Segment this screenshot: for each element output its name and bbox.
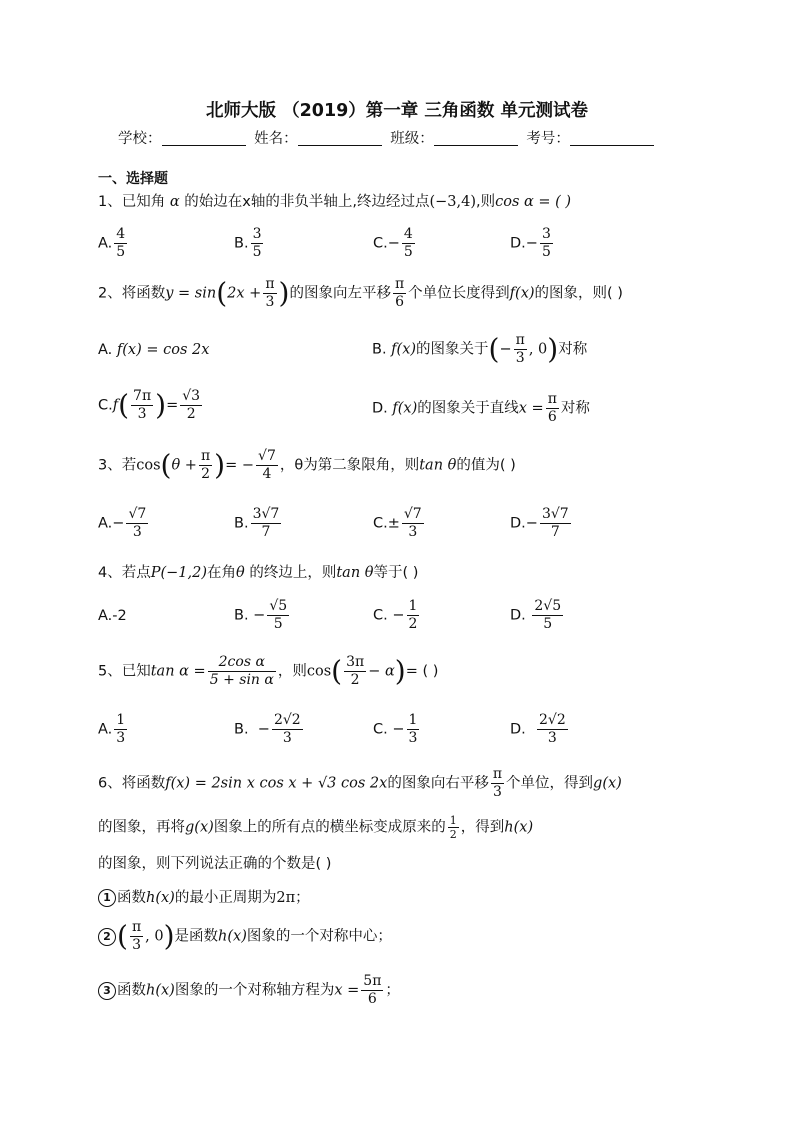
- q1-option-c[interactable]: [373, 226, 417, 261]
- statement-text-a: 函数: [117, 890, 146, 906]
- question-4-stem: [98, 561, 418, 582]
- option-fraction: [537, 712, 568, 747]
- statement-text-c: ；: [385, 982, 400, 999]
- alpha-symbol: α: [165, 194, 185, 210]
- q6-shift-fraction: [491, 766, 504, 801]
- option-sign: −: [387, 235, 400, 252]
- school-label: 学校：: [118, 131, 162, 147]
- q2-fx: f(x): [509, 285, 535, 302]
- option-fraction: [546, 391, 559, 426]
- q5-option-b[interactable]: [234, 712, 305, 747]
- q1-text-b: 的始边在x轴的非负半轴上,终边经过点: [184, 194, 430, 210]
- paren-right: ): [394, 654, 406, 688]
- numerator: 1: [408, 712, 418, 728]
- paren-left: (: [160, 448, 172, 482]
- q5-arg-tail: − α: [368, 663, 395, 680]
- denominator: 4: [262, 466, 272, 482]
- numerator: 3π: [346, 654, 365, 670]
- q6-line2-gx: g(x): [185, 819, 214, 836]
- numerator: 4: [403, 226, 413, 242]
- option-sign: −: [499, 341, 512, 358]
- statement-text-a: 函数: [117, 982, 146, 999]
- q5-option-c[interactable]: [373, 712, 421, 747]
- option-fraction: [267, 598, 289, 633]
- q6-half-fraction: [448, 814, 459, 841]
- numerator: 1: [408, 598, 418, 614]
- option-label: B.: [234, 235, 249, 252]
- q1-text-c: ,则: [475, 194, 496, 210]
- paren-left: (: [117, 919, 128, 953]
- numerator: 7π: [133, 388, 152, 404]
- option-label: C.: [373, 721, 388, 738]
- q2-option-a[interactable]: [98, 342, 209, 358]
- denominator: 3: [515, 350, 525, 366]
- denominator: 2: [449, 828, 457, 841]
- circled-number: 1: [98, 889, 116, 907]
- exam-no-label: 考号：: [526, 131, 570, 147]
- page-title: 北师大版 （2019）第一章 三角函数 单元测试卷: [206, 101, 588, 121]
- option-fraction: [126, 506, 148, 541]
- answer-paren: ( ): [422, 663, 439, 680]
- denominator: 5: [541, 244, 551, 260]
- q5-text-b: ，则: [277, 663, 307, 680]
- q6-statement-2: [98, 919, 392, 954]
- option-label: B.: [372, 341, 387, 358]
- q6-text-a: 6、将函数: [98, 775, 166, 792]
- numerator: 2√5: [534, 598, 562, 614]
- denominator: 3: [132, 524, 142, 540]
- q6-line2-c: ，得到: [460, 819, 505, 836]
- statement-text-b: 图象的一个对称轴方程为: [174, 982, 335, 999]
- exam-no-field[interactable]: [570, 129, 654, 146]
- paren-right: ): [163, 919, 175, 953]
- denominator: 3: [408, 730, 418, 746]
- q2-arg: 2x +: [227, 285, 262, 302]
- numerator: √3: [182, 388, 201, 404]
- numerator: π: [200, 448, 211, 464]
- q3-option-d[interactable]: [510, 506, 573, 541]
- q2-text-a: 2、将函数: [98, 285, 166, 302]
- statement-x: x =: [334, 982, 360, 999]
- q5-cos: cos: [306, 663, 332, 680]
- q3-option-b[interactable]: [234, 506, 283, 541]
- denominator: 5 + sin α: [209, 672, 274, 688]
- q6-line2-b: 图象上的所有点的横坐标变成原来的: [213, 819, 446, 836]
- q6-statement-1: [98, 886, 310, 907]
- numerator: √5: [269, 598, 288, 614]
- option-label: C.: [373, 515, 388, 532]
- q5-tan-fraction: [208, 654, 276, 689]
- option-fraction: [402, 226, 415, 261]
- q3-text-b: ，θ为第二象限角，则: [279, 457, 420, 474]
- option-label: D.: [510, 721, 526, 738]
- numerator: 1: [449, 814, 457, 827]
- numerator: 2√2: [273, 712, 301, 728]
- paren-left: (: [216, 276, 228, 310]
- q4-tan: tan θ: [336, 565, 374, 581]
- q4-option-a[interactable]: [98, 608, 127, 624]
- paren-left: (: [331, 654, 343, 688]
- paren-left: (: [488, 332, 500, 366]
- denominator: 5: [543, 616, 553, 632]
- option-fraction: [251, 506, 282, 541]
- question-6-line-2: [98, 814, 533, 841]
- numerator: √7: [403, 506, 422, 522]
- statement-text-b: 的最小正周期为: [174, 890, 277, 906]
- q6-line2-hx: h(x): [504, 819, 534, 836]
- denominator: 3: [265, 294, 275, 310]
- q2-func: y = sin: [165, 285, 217, 302]
- option-fraction: [514, 332, 527, 367]
- statement-fraction: [361, 973, 383, 1008]
- q4-text-c: 的终边上，则: [249, 565, 337, 581]
- question-1-stem: [98, 190, 571, 211]
- paren-right: ): [547, 332, 559, 366]
- paren-right: ): [214, 448, 226, 482]
- option-label: C.: [98, 397, 113, 414]
- school-field[interactable]: [162, 129, 246, 146]
- q2-text-c: 个单位长度得到: [408, 285, 510, 302]
- q1-expr: cos α = ( ): [495, 194, 572, 210]
- denominator: 3: [408, 524, 418, 540]
- q1-option-a[interactable]: [98, 226, 129, 261]
- option-label: C.: [373, 607, 388, 624]
- point-tail: , 0: [528, 341, 548, 358]
- option-sign: −: [392, 607, 405, 624]
- option-label: B.: [234, 607, 249, 624]
- denominator: 3: [116, 730, 126, 746]
- numerator: 5π: [363, 973, 382, 989]
- question-3-stem: [98, 448, 516, 483]
- q6-func: f(x) = 2sin x cos x + √3 cos 2x: [165, 775, 388, 792]
- paren-left: (: [118, 388, 130, 422]
- q5-option-d[interactable]: [510, 712, 570, 747]
- q5-text-a: 5、已知: [98, 663, 151, 680]
- option-fraction: [532, 598, 563, 633]
- option-label: D.: [510, 607, 526, 624]
- statement-fraction: [130, 919, 143, 954]
- point-tail: , 0: [145, 928, 164, 945]
- equals: =: [405, 663, 418, 680]
- denominator: 3: [492, 784, 502, 800]
- option-label: C.: [373, 235, 388, 252]
- q3-cos: cos: [136, 457, 161, 474]
- option-fraction: [540, 506, 571, 541]
- numerator: 1: [116, 712, 126, 728]
- statement-text-c: ；: [295, 890, 310, 906]
- paren-right: ): [155, 388, 167, 422]
- q3-option-c[interactable]: [373, 506, 426, 541]
- numerator: 2cos α: [208, 654, 276, 672]
- option-sign: ±: [387, 515, 400, 532]
- question-5-stem: [98, 654, 438, 689]
- numerator: 3: [541, 226, 551, 242]
- question-6-line-3: 的图象，则下列说法正确的个数是( ): [98, 856, 332, 872]
- option-label: B.: [234, 515, 249, 532]
- class-field[interactable]: [434, 129, 518, 146]
- q5-tan: tan α =: [150, 663, 206, 680]
- denominator: 5: [273, 616, 283, 632]
- option-label: D.: [510, 235, 526, 252]
- option-inner-fraction: [131, 388, 153, 423]
- q3-tan: tan θ: [419, 457, 457, 474]
- denominator: 3: [282, 730, 292, 746]
- numerator: π: [492, 766, 503, 782]
- q6-text-b: 的图象向右平移: [387, 775, 489, 792]
- option-fraction: [407, 712, 420, 747]
- option-text: f(x) = cos 2x: [116, 342, 210, 358]
- q3-arg-fraction: [199, 448, 212, 483]
- q6-line2-a: 的图象，再将: [98, 819, 185, 836]
- option-fraction: [272, 712, 303, 747]
- numerator: π: [547, 391, 557, 407]
- option-label: B.: [234, 721, 249, 738]
- numerator: 3√7: [252, 506, 280, 522]
- option-sign: −: [257, 721, 270, 738]
- option-fraction: [402, 506, 424, 541]
- option-label: D.: [372, 400, 388, 417]
- denominator: 2: [408, 616, 418, 632]
- q2-option-c[interactable]: [98, 388, 204, 423]
- question-2-stem: [98, 276, 623, 311]
- q3-rhs-fraction: [256, 448, 278, 483]
- q2-shift-fraction: [393, 276, 406, 311]
- statement-hx: h(x): [146, 982, 175, 999]
- statement-hx: h(x): [146, 890, 175, 906]
- option-text: -2: [112, 608, 127, 624]
- denominator: 2: [186, 406, 196, 422]
- q3-arg: θ +: [171, 457, 197, 474]
- statement-hx: h(x): [218, 928, 247, 945]
- denominator: 2: [201, 466, 211, 482]
- q6-statement-3: [98, 973, 400, 1008]
- denominator: 7: [261, 524, 271, 540]
- denominator: 6: [367, 991, 377, 1007]
- option-text: 的图象关于: [416, 341, 489, 358]
- option-result-fraction: [180, 388, 202, 423]
- option-tail: 对称: [558, 341, 588, 358]
- numerator: √7: [258, 448, 276, 464]
- denominator: 3: [137, 406, 147, 422]
- option-f: f: [112, 397, 119, 414]
- denominator: 6: [547, 409, 557, 425]
- option-fraction: [540, 226, 553, 261]
- option-label: A.: [98, 608, 113, 624]
- q5-option-a[interactable]: [98, 712, 129, 747]
- option-label: A.: [98, 721, 113, 738]
- circled-number: 3: [98, 982, 116, 1000]
- option-label: A.: [98, 342, 113, 358]
- denominator: 6: [395, 294, 405, 310]
- q2-option-b[interactable]: [372, 332, 587, 367]
- denominator: 5: [403, 244, 413, 260]
- q2-option-d[interactable]: [372, 391, 590, 426]
- equals: = −: [225, 457, 255, 474]
- q2-arg-fraction: [263, 276, 276, 311]
- q4-option-d[interactable]: [510, 598, 565, 633]
- q2-text-b: 的图象向左平移: [289, 285, 391, 302]
- name-field[interactable]: [298, 129, 382, 146]
- option-text: 的图象关于直线: [417, 400, 519, 417]
- option-sign: −: [253, 607, 266, 624]
- denominator: 7: [550, 524, 560, 540]
- equals: =: [166, 397, 179, 414]
- q4-text-d: 等于( ): [373, 565, 419, 581]
- numerator: 3: [252, 226, 262, 242]
- q2-text-d: 的图象，则( ): [534, 285, 623, 302]
- option-fraction: [114, 712, 127, 747]
- denominator: 3: [547, 730, 557, 746]
- statement-text-a: 是函数: [174, 928, 219, 945]
- option-fx: f(x): [392, 400, 418, 417]
- student-info-line: [118, 127, 658, 148]
- option-fraction: [251, 226, 264, 261]
- q1-point: (−3,4): [429, 194, 476, 210]
- denominator: 5: [116, 244, 126, 260]
- q6-text-c: 个单位，得到: [506, 775, 594, 792]
- numerator: 2√2: [539, 712, 566, 728]
- q3-text-c: 的值为( ): [456, 457, 516, 474]
- option-sign: −: [525, 515, 538, 532]
- numerator: π: [265, 276, 275, 292]
- option-label: D.: [510, 515, 526, 532]
- q5-arg-fraction: [344, 654, 366, 689]
- name-label: 姓名：: [254, 131, 298, 147]
- q4-option-c[interactable]: [373, 598, 421, 633]
- q4-option-b[interactable]: [234, 598, 291, 633]
- q4-text-a: 4、若点: [98, 565, 151, 581]
- numerator: 3√7: [541, 506, 569, 522]
- option-fraction: [407, 598, 420, 633]
- q3-text-a: 3、若: [98, 457, 137, 474]
- circled-number: 2: [98, 928, 116, 946]
- q1-option-b[interactable]: [234, 226, 265, 261]
- option-tail: 对称: [560, 400, 590, 417]
- option-fx: f(x): [391, 341, 417, 358]
- option-label: A.: [98, 515, 113, 532]
- denominator: 5: [252, 244, 262, 260]
- numerator: 4: [116, 226, 126, 242]
- q3-option-a[interactable]: [98, 506, 150, 541]
- class-label: 班级：: [390, 131, 434, 147]
- option-sign: −: [525, 235, 538, 252]
- numerator: π: [394, 276, 405, 292]
- numerator: √7: [128, 506, 147, 522]
- denominator: 3: [132, 937, 141, 953]
- option-sign: −: [392, 721, 405, 738]
- option-sign: −: [112, 515, 125, 532]
- q6-gx: g(x): [593, 775, 622, 792]
- option-label: A.: [98, 235, 113, 252]
- numerator: π: [131, 919, 142, 935]
- denominator: 2: [350, 672, 360, 688]
- numerator: π: [515, 332, 525, 348]
- section-heading: 一、选择题: [98, 171, 168, 187]
- question-6-stem: [98, 766, 622, 801]
- q1-text-a: 1、已知角: [98, 194, 166, 210]
- statement-text-b: 图象的一个对称中心；: [246, 928, 392, 945]
- option-fraction: [114, 226, 127, 261]
- theta-symbol: θ: [236, 565, 245, 581]
- statement-value: 2π: [276, 890, 296, 906]
- q1-option-d[interactable]: [510, 226, 555, 261]
- q4-point: P(−1,2): [150, 565, 208, 581]
- option-x: x =: [518, 400, 544, 417]
- q4-text-b: 在角: [207, 565, 237, 581]
- paren-right: ): [278, 276, 290, 310]
